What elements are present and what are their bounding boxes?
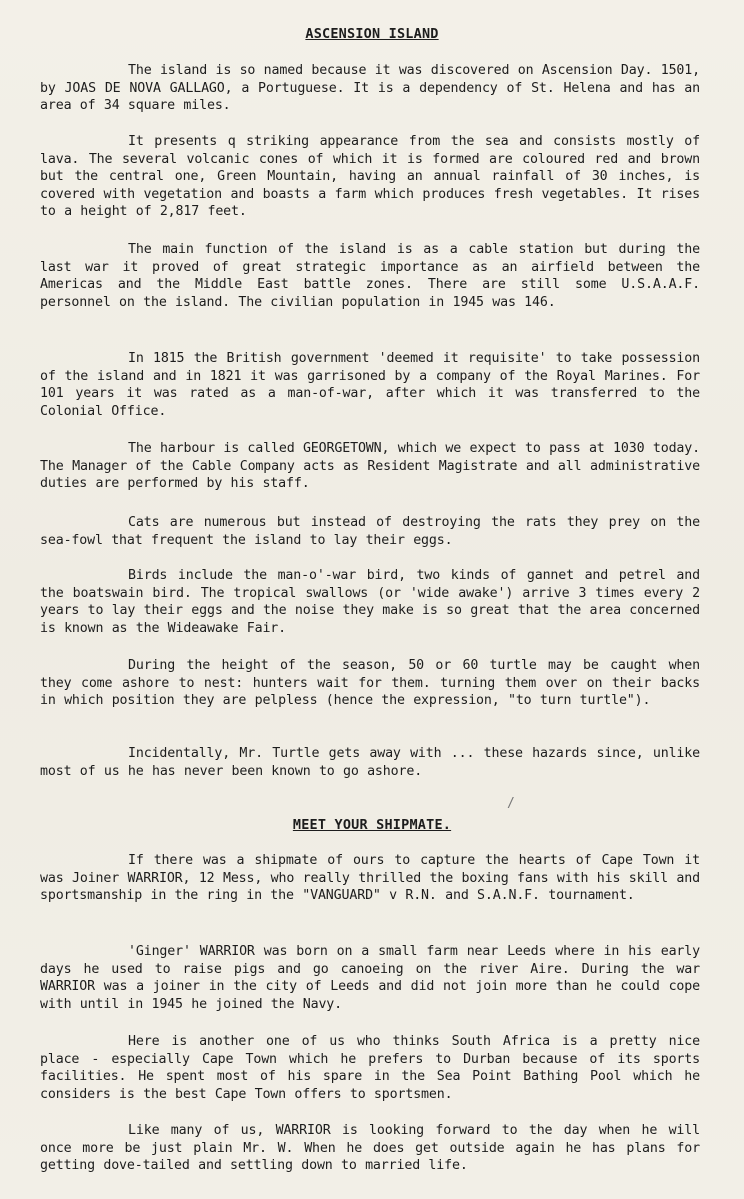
paragraph-birds: Birds include the man-o'-war bird, two kinds of gannet and petrel and the boatswain bird. The tropical swallows (or 'wide awake') arrive 3 times every 2 years to lay their eggs and the noise they make is so great that the area concerned is known as the Wideawake Fair. bbox=[40, 568, 700, 636]
paragraph-ginger-warrior: 'Ginger' WARRIOR was born on a small farm near Leeds where in his early days he used to raise pigs and go canoeing on the river Aire. During the war WARRIOR was a joiner in the city of Leeds and did not join more than he could cope with until in 1945 he joined the Navy. bbox=[40, 944, 700, 1012]
paragraph-turtles: During the height of the season, 50 or 60 turtle may be caught when they come ashore to nest: hunters wait for them. turning them over on their backs in which position they are pelpless (hence the expression, "to turn turtle"). bbox=[40, 658, 700, 709]
section-heading-ascension-island: ASCENSION ISLAND bbox=[305, 26, 439, 42]
paragraph-incidentally: Incidentally, Mr. Turtle gets away with ... these hazards since, unlike most of us he has never been known to go ashore. bbox=[40, 746, 700, 779]
paragraph-cats: Cats are numerous but instead of destroying the rats they prey on the sea-fowl that frequent the island to lay their eggs. bbox=[40, 515, 700, 548]
paragraph-history: In 1815 the British government 'deemed it requisite' to take possession of the island and in 1821 it was garrisoned by a company of the Royal Marines. For 101 years it was rated as a man-of-war, after which it was transferred to the Colonial Office. bbox=[40, 351, 700, 419]
paragraph-discovery: The island is so named because it was discovered on Ascension Day. 1501, by JOAS DE NOVA GALLAGO, a Portuguese. It is a dependency of St. Helena and has an area of 34 square miles. bbox=[40, 63, 700, 114]
paragraph-south-africa: Here is another one of us who thinks South Africa is a pretty nice place - especially Cape Town which he prefers to Durban because of its sports facilities. He spent most of his spare in the Sea Point Bathing Pool which he considers is the best Cape Town offers to sportsmen. bbox=[40, 1034, 700, 1102]
paragraph-function: The main function of the island is as a cable station but during the last war it proved of great strategic importance as an airfield between the Americas and the Middle East battle zones. There are still some U.S.A.A.F. personnel on the island. The civilian population in 1945 was 146. bbox=[40, 242, 700, 310]
paragraph-harbour: The harbour is called GEORGETOWN, which we expect to pass at 1030 today. The Manager of the Cable Company acts as Resident Magistrate and all administrative duties are performed by his staff. bbox=[40, 441, 700, 492]
paragraph-future-plans: Like many of us, WARRIOR is looking forward to the day when he will once more be just plain Mr. W. When he does get outside again he has plans for getting dove-tailed and settling down to married life. bbox=[40, 1123, 700, 1174]
pencil-mark: / bbox=[507, 796, 515, 811]
paragraph-shipmate-intro: If there was a shipmate of ours to capture the hearts of Cape Town it was Joiner WARRIOR, 12 Mess, who really thrilled the boxing fans with his skill and sportsmanship in the ring in the "VANGUARD" v R.N. and S.A.N.F. tournament. bbox=[40, 853, 700, 904]
section-heading-meet-your-shipmate: MEET YOUR SHIPMATE. bbox=[292, 817, 452, 833]
paragraph-appearance: It presents q striking appearance from the sea and consists mostly of lava. The several volcanic cones of which it is formed are coloured red and brown but the central one, Green Mountain, having an annual rainfall of 30 inches, is covered with vegetation and boasts a farm which produces fresh vegetables. It rises to a height of 2,817 feet. bbox=[40, 134, 700, 220]
